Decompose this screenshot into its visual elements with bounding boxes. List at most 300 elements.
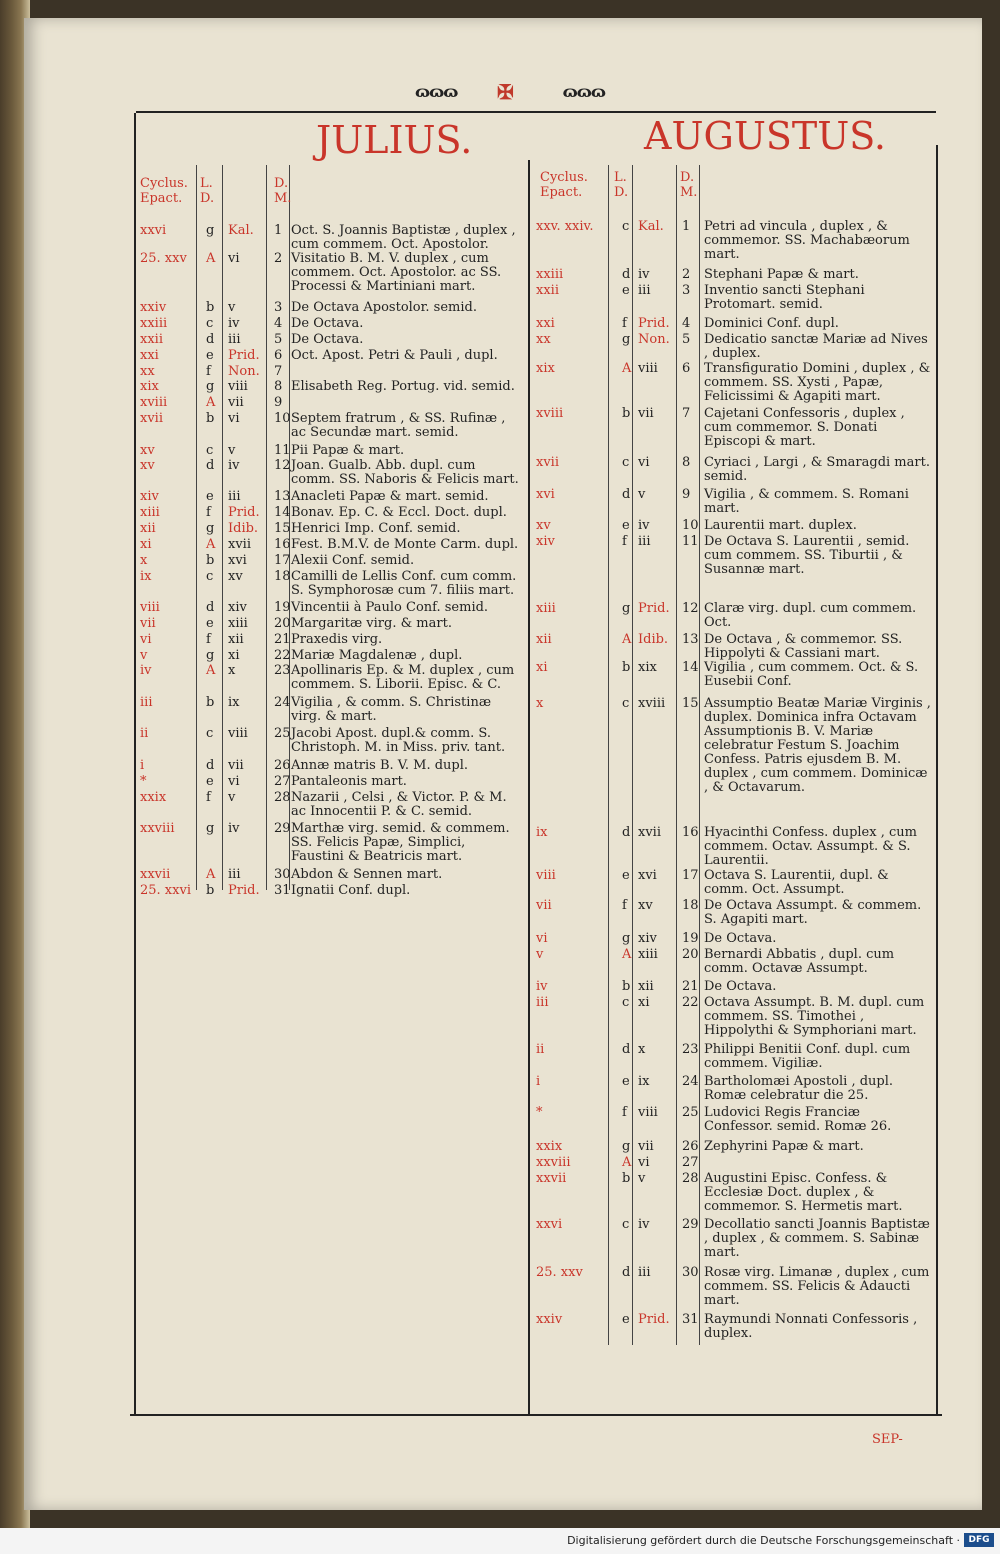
roman-date: iv (638, 518, 650, 533)
day-number: 17 (682, 868, 699, 883)
julius-row (140, 396, 528, 412)
day-number: 17 (274, 553, 291, 568)
roman-date: iii (228, 489, 241, 504)
dominical-letter: g (206, 521, 215, 536)
roman-date: xv (228, 569, 243, 584)
feast-text: Apollinaris Ep. & M. duplex , cum commem. S. Liborii. Episc. & C. (291, 663, 515, 692)
epact: xxiii (536, 267, 564, 282)
feast-text: Vigilia , cum commem. Oct. & S. Eusebii Conf. (704, 660, 919, 689)
day-number: 7 (682, 406, 691, 421)
augustus-row (536, 283, 936, 312)
dominical-letter: f (206, 364, 211, 379)
epact: xxi (536, 316, 555, 331)
day-number: 2 (682, 267, 691, 282)
augustus-row (536, 361, 936, 404)
feast-text: Bernardi Abbatis , dupl. cum comm. Octavæ Assumpt. (704, 947, 895, 976)
feast-text: Vincentii à Paulo Conf. semid. (291, 600, 489, 615)
dominical-letter: d (206, 600, 215, 615)
augustus-hdr-l: L. (614, 170, 627, 185)
roman-date: xii (228, 632, 244, 647)
day-number: 19 (682, 931, 699, 946)
day-number: 10 (274, 411, 291, 426)
dominical-letter: b (206, 695, 215, 710)
julius-hdr-epact: Epact. (140, 191, 183, 206)
day-number: 18 (274, 569, 291, 584)
roman-date: viii (228, 379, 248, 394)
julius-hdr-month: M. (274, 191, 292, 206)
roman-date: iii (638, 534, 651, 549)
roman-date: xiii (638, 947, 658, 962)
dominical-letter: g (206, 379, 215, 394)
epact: i (140, 758, 145, 773)
day-number: 25 (682, 1105, 699, 1120)
day-number: 6 (682, 361, 691, 376)
augustus-hdr-epact: Epact. (540, 185, 583, 200)
feast-text: Cyriaci , Largi , & Smaragdi mart. semid. (704, 455, 930, 484)
roman-date: Prid. (228, 505, 260, 520)
roman-date: Idib. (228, 521, 259, 536)
dominical-letter: A (206, 395, 216, 410)
julius-row (140, 506, 528, 522)
dominical-letter: e (206, 489, 214, 504)
dominical-letter: f (622, 898, 627, 913)
roman-date: vi (228, 411, 240, 426)
day-number: 1 (682, 219, 691, 234)
roman-date: Prid. (228, 883, 260, 898)
day-number: 2 (274, 251, 283, 266)
roman-date: ix (638, 1074, 650, 1089)
roman-date: iv (228, 316, 240, 331)
roman-date: Non. (638, 332, 670, 347)
epact: xxvi (140, 223, 167, 238)
augustus-hdr-month: M. (680, 185, 698, 200)
feast-text: Pii Papæ & mart. (291, 443, 405, 458)
epact: xvii (140, 411, 163, 426)
roman-date: vii (638, 1139, 654, 1154)
dominical-letter: g (622, 332, 631, 347)
feast-text: Anacleti Papæ & mart. semid. (291, 489, 489, 504)
roman-date: xvi (228, 553, 247, 568)
roman-date: Non. (228, 364, 260, 379)
julius-row (140, 868, 528, 884)
epact: vii (536, 898, 552, 913)
day-number: 10 (682, 518, 699, 533)
dominical-letter: f (622, 1105, 627, 1120)
epact: xxii (140, 332, 163, 347)
feast-text: Abdon & Sennen mart. (291, 867, 443, 882)
dominical-letter: A (206, 251, 216, 266)
day-number: 29 (274, 821, 291, 836)
feast-text: Philippi Benitii Conf. dupl. cum commem. Vigiliæ. (704, 1042, 911, 1071)
epact: iii (140, 695, 153, 710)
roman-date: iii (228, 332, 241, 347)
epact: ii (536, 1042, 545, 1057)
julius-row (140, 617, 528, 633)
feast-text: De Octava , & commemor. SS. Hippolyti & Cassiani mart. (704, 632, 903, 661)
roman-date: xii (638, 979, 654, 994)
julius-row (140, 490, 528, 506)
dominical-letter: A (206, 867, 216, 882)
left-border-rule (134, 113, 136, 1415)
epact: xix (536, 361, 555, 376)
roman-date: iii (638, 1265, 651, 1280)
epact: ix (140, 569, 152, 584)
day-number: 13 (682, 632, 699, 647)
epact: xix (140, 379, 159, 394)
feast-text: Zephyrini Papæ & mart. (704, 1139, 864, 1154)
day-number: 20 (274, 616, 291, 631)
feast-text: Rosæ virg. Limanæ , duplex , cum commem. SS. Felicis & Adaucti mart. (704, 1265, 930, 1308)
julius-row (140, 349, 528, 365)
catchword: SEP- (872, 1432, 903, 1447)
day-number: 3 (682, 283, 691, 298)
dominical-letter: c (206, 443, 214, 458)
augustus-row (536, 601, 936, 630)
feast-text: Inventio sancti Stephani Protomart. semid. (704, 283, 865, 312)
julius-row (140, 380, 528, 396)
epact: xx (140, 364, 155, 379)
feast-text: De Octava. (291, 332, 364, 347)
day-number: 21 (682, 979, 699, 994)
epact: xxviii (536, 1155, 571, 1170)
julius-row (140, 301, 528, 317)
feast-text: Fest. B.M.V. de Monte Carm. dupl. (291, 537, 519, 552)
epact: viii (536, 868, 556, 883)
dominical-letter: d (206, 332, 215, 347)
feast-text: Hyacinthi Confess. duplex , cum commem. Octav. Assumpt. & S. Laurentii. (704, 825, 917, 868)
dominical-letter: d (622, 1042, 631, 1057)
dominical-letter: c (206, 726, 214, 741)
julius-row (140, 633, 528, 649)
roman-date: xvii (638, 825, 661, 840)
julius-row (140, 821, 528, 864)
roman-date: v (638, 1171, 646, 1186)
feast-text: De Octava. (704, 979, 777, 994)
roman-date: Prid. (638, 1312, 670, 1327)
day-number: 5 (682, 332, 691, 347)
augustus-row (536, 1105, 936, 1134)
feast-text: Vigilia , & commem. S. Romani mart. (704, 487, 909, 516)
julius-hdr-cyclus: Cyclus. (140, 176, 188, 191)
dominical-letter: f (622, 316, 627, 331)
epact: xiv (536, 534, 555, 549)
roman-date: vi (228, 251, 240, 266)
feast-text: Margaritæ virg. & mart. (291, 616, 452, 631)
day-number: 16 (274, 537, 291, 552)
julius-row (140, 458, 528, 487)
roman-date: iv (638, 267, 650, 282)
epact: xxiv (536, 1312, 563, 1327)
epact: xi (140, 537, 152, 552)
augustus-row (536, 696, 936, 795)
feast-text: Jacobi Apost. dupl.& comm. S. Christoph. M. in Miss. priv. tant. (291, 726, 506, 755)
epact: vi (140, 632, 152, 647)
dominical-letter: c (622, 455, 630, 470)
dominical-letter: g (622, 601, 631, 616)
feast-text: De Octava Assumpt. & commem. S. Agapiti mart. (704, 898, 922, 927)
feast-text: Transfiguratio Domini , duplex , & commem. SS. Xysti , Papæ, Felicissimi & Agapiti mart. (704, 361, 931, 404)
day-number: 24 (274, 695, 291, 710)
day-number: 31 (682, 1312, 699, 1327)
augustus-row (536, 980, 936, 996)
augustus-row (536, 1217, 936, 1260)
roman-date: iv (638, 1217, 650, 1232)
day-number: 27 (274, 774, 291, 789)
ornament-right: ɷɷɷ (562, 82, 605, 101)
roman-date: iv (228, 821, 240, 836)
roman-date: Kal. (638, 219, 664, 234)
day-number: 15 (274, 521, 291, 536)
dominical-letter: c (622, 1217, 630, 1232)
feast-text: Vigilia , & comm. S. Christinæ virg. & mart. (291, 695, 492, 724)
feast-text: De Octava S. Laurentii , semid. cum commem. SS. Tiburtii , & Susannæ mart. (704, 534, 910, 577)
feast-text: Elisabeth Reg. Portug. vid. semid. (291, 379, 515, 394)
augustus-row (536, 219, 936, 262)
dominical-letter: e (206, 616, 214, 631)
dominical-letter: c (622, 696, 630, 711)
feast-text: Bonav. Ep. C. & Eccl. Doct. dupl. (291, 505, 507, 520)
feast-text: Dominici Conf. dupl. (704, 316, 839, 331)
roman-date: xviii (638, 696, 666, 711)
roman-date: xix (638, 660, 657, 675)
day-number: 31 (274, 883, 291, 898)
julius-hdr-day: D. (274, 176, 289, 191)
epact: xxvii (536, 1171, 567, 1186)
ornament-left: ɷɷɷ (415, 82, 458, 101)
feast-text: Visitatio B. M. V. duplex , cum commem. Oct. Apostolor. ac SS. Processi & Martiniani mart. (291, 251, 502, 294)
epact: xx (536, 332, 551, 347)
augustus-row (536, 947, 936, 976)
bottom-rule (130, 1414, 942, 1416)
epact: xvii (536, 455, 559, 470)
cross-icon: ✠ (497, 80, 514, 104)
dominical-letter: A (206, 663, 216, 678)
feast-text: Claræ virg. dupl. cum commem. Oct. (704, 601, 917, 630)
augustus-row (536, 1140, 936, 1156)
augustus-row (536, 406, 936, 449)
dominical-letter: A (622, 947, 632, 962)
feast-text: De Octava. (291, 316, 364, 331)
julius-row (140, 411, 528, 440)
dominical-letter: d (622, 487, 631, 502)
roman-date: Prid. (638, 601, 670, 616)
roman-date: x (638, 1042, 646, 1057)
day-number: 15 (682, 696, 699, 711)
dominical-letter: b (622, 406, 631, 421)
roman-date: v (228, 300, 236, 315)
feast-text: Petri ad vincula , duplex , & commemor. SS. Machabæorum mart. (704, 219, 910, 262)
epact: xii (536, 632, 552, 647)
roman-date: Kal. (228, 223, 254, 238)
day-number: 23 (274, 663, 291, 678)
feast-text: Henrici Imp. Conf. semid. (291, 521, 461, 536)
dominical-letter: b (622, 979, 631, 994)
julius-row (140, 695, 528, 724)
feast-text: Cajetani Confessoris , duplex , cum commemor. S. Donati Episcopi & mart. (704, 406, 905, 449)
day-number: 12 (274, 458, 291, 473)
feast-text: Pantaleonis mart. (291, 774, 407, 789)
feast-text: Marthæ virg. semid. & commem. SS. Felicis Papæ, Simplici, Faustini & Beatricis mart. (291, 821, 510, 864)
roman-date: viii (638, 361, 658, 376)
augustus-row (536, 1156, 936, 1172)
roman-date: Prid. (228, 348, 260, 363)
julius-row (140, 569, 528, 598)
dominical-letter: b (206, 411, 215, 426)
julius-row (140, 726, 528, 755)
day-number: 5 (274, 332, 283, 347)
epact: vii (140, 616, 156, 631)
day-number: 24 (682, 1074, 699, 1089)
epact: xxix (536, 1139, 563, 1154)
epact: v (140, 648, 148, 663)
dominical-letter: g (622, 1139, 631, 1154)
dominical-letter: e (622, 1074, 630, 1089)
epact: i (536, 1074, 541, 1089)
dfg-logo: DFG (964, 1533, 994, 1547)
day-number: 9 (682, 487, 691, 502)
epact: xii (140, 521, 156, 536)
julius-row (140, 759, 528, 775)
day-number: 19 (274, 600, 291, 615)
right-border-rule (936, 145, 938, 1415)
day-number: 11 (274, 443, 291, 458)
epact: iv (536, 979, 548, 994)
roman-date: v (638, 487, 646, 502)
day-number: 29 (682, 1217, 699, 1232)
epact: v (536, 947, 544, 962)
day-number: 3 (274, 300, 283, 315)
augustus-row (536, 1265, 936, 1308)
julius-row (140, 522, 528, 538)
epact: xxi (140, 348, 159, 363)
augustus-row (536, 519, 936, 535)
julius-row (140, 790, 528, 819)
feast-text: Augustini Episc. Confess. & Ecclesiæ Doct. duplex , & commemor. S. Hermetis mart. (704, 1171, 903, 1214)
roman-date: viii (638, 1105, 658, 1120)
dominical-letter: c (622, 219, 630, 234)
dominical-letter: b (206, 553, 215, 568)
day-number: 22 (274, 648, 291, 663)
epact: xxvi (536, 1217, 563, 1232)
augustus-row (536, 1312, 936, 1341)
dominical-letter: c (622, 995, 630, 1010)
day-number: 28 (274, 790, 291, 805)
dominical-letter: b (622, 660, 631, 675)
day-number: 8 (274, 379, 283, 394)
julius-row (140, 884, 528, 900)
feast-text: Septem fratrum , & SS. Rufinæ , ac Secundæ mart. semid. (291, 411, 506, 440)
roman-date: ix (228, 695, 240, 710)
feast-text: Nazarii , Celsi , & Victor. P. & M. ac Innocentii P. & C. semid. (291, 790, 507, 819)
julius-row (140, 554, 528, 570)
dominical-letter: d (622, 267, 631, 282)
epact: xi (536, 660, 548, 675)
day-number: 23 (682, 1042, 699, 1057)
dominical-letter: g (206, 821, 215, 836)
roman-date: iii (638, 283, 651, 298)
dominical-letter: e (206, 348, 214, 363)
roman-date: xv (638, 898, 653, 913)
day-number: 1 (274, 223, 283, 238)
day-number: 26 (682, 1139, 699, 1154)
roman-date: xiv (638, 931, 657, 946)
epact: iv (140, 663, 152, 678)
footer-text: Digitalisierung gefördert durch die Deutsche Forschungsgemeinschaft · (567, 1534, 960, 1547)
day-number: 16 (682, 825, 699, 840)
dominical-letter: e (206, 774, 214, 789)
feast-text: Ludovici Regis Franciæ Confessor. semid. Romæ 26. (704, 1105, 892, 1134)
feast-text: Oct. S. Joannis Baptistæ , duplex , cum commem. Oct. Apostolor. (291, 223, 516, 252)
epact: xv (140, 458, 155, 473)
feast-text: Annæ matris B. V. M. dupl. (291, 758, 469, 773)
roman-date: xvii (228, 537, 251, 552)
day-number: 30 (274, 867, 291, 882)
augustus-row (536, 1074, 936, 1103)
dominical-letter: g (622, 931, 631, 946)
roman-date: viii (228, 726, 248, 741)
epact: xxviii (140, 821, 175, 836)
dominical-letter: f (206, 632, 211, 647)
roman-date: v (228, 443, 236, 458)
roman-date: vi (638, 455, 650, 470)
augustus-row (536, 268, 936, 284)
roman-date: vi (638, 1155, 650, 1170)
feast-text: Joan. Gualb. Abb. dupl. cum comm. SS. Naboris & Felicis mart. (291, 458, 519, 487)
roman-date: iv (228, 458, 240, 473)
roman-date: xiii (228, 616, 248, 631)
roman-date: xiv (228, 600, 247, 615)
day-number: 8 (682, 455, 691, 470)
augustus-row (536, 660, 936, 689)
day-number: 9 (274, 395, 283, 410)
day-number: 20 (682, 947, 699, 962)
roman-date: xi (228, 648, 240, 663)
dominical-letter: b (206, 300, 215, 315)
epact: xv (536, 518, 551, 533)
day-number: 4 (682, 316, 691, 331)
epact: x (140, 553, 148, 568)
julius-row (140, 663, 528, 692)
day-number: 7 (274, 364, 283, 379)
epact: xiii (140, 505, 160, 520)
epact: xviii (536, 406, 564, 421)
feast-text: Ignatii Conf. dupl. (291, 883, 411, 898)
dominical-letter: A (622, 361, 632, 376)
feast-text: Raymundi Nonnati Confessoris , duplex. (704, 1312, 918, 1341)
feast-text: Camilli de Lellis Conf. cum comm. S. Symphorosæ cum 7. filiis mart. (291, 569, 517, 598)
day-number: 4 (274, 316, 283, 331)
epact: x (536, 696, 544, 711)
dominical-letter: f (622, 534, 627, 549)
augustus-row (536, 455, 936, 484)
julius-row (140, 538, 528, 554)
epact: 25. xxvi (140, 883, 191, 898)
header-ornament (415, 82, 605, 106)
augustus-row (536, 317, 936, 333)
augustus-row (536, 898, 936, 927)
dominical-letter: e (622, 283, 630, 298)
julius-row (140, 775, 528, 791)
epact: xxv. xxiv. (536, 219, 594, 234)
augustus-row (536, 534, 936, 577)
epact: xv (140, 443, 155, 458)
julius-hdr-d: D. (200, 191, 215, 206)
epact: iii (536, 995, 549, 1010)
augustus-hdr-cyclus: Cyclus. (540, 170, 588, 185)
julius-row (140, 601, 528, 617)
augustus-row (536, 632, 936, 661)
julius-title: JULIUS. (316, 118, 473, 162)
